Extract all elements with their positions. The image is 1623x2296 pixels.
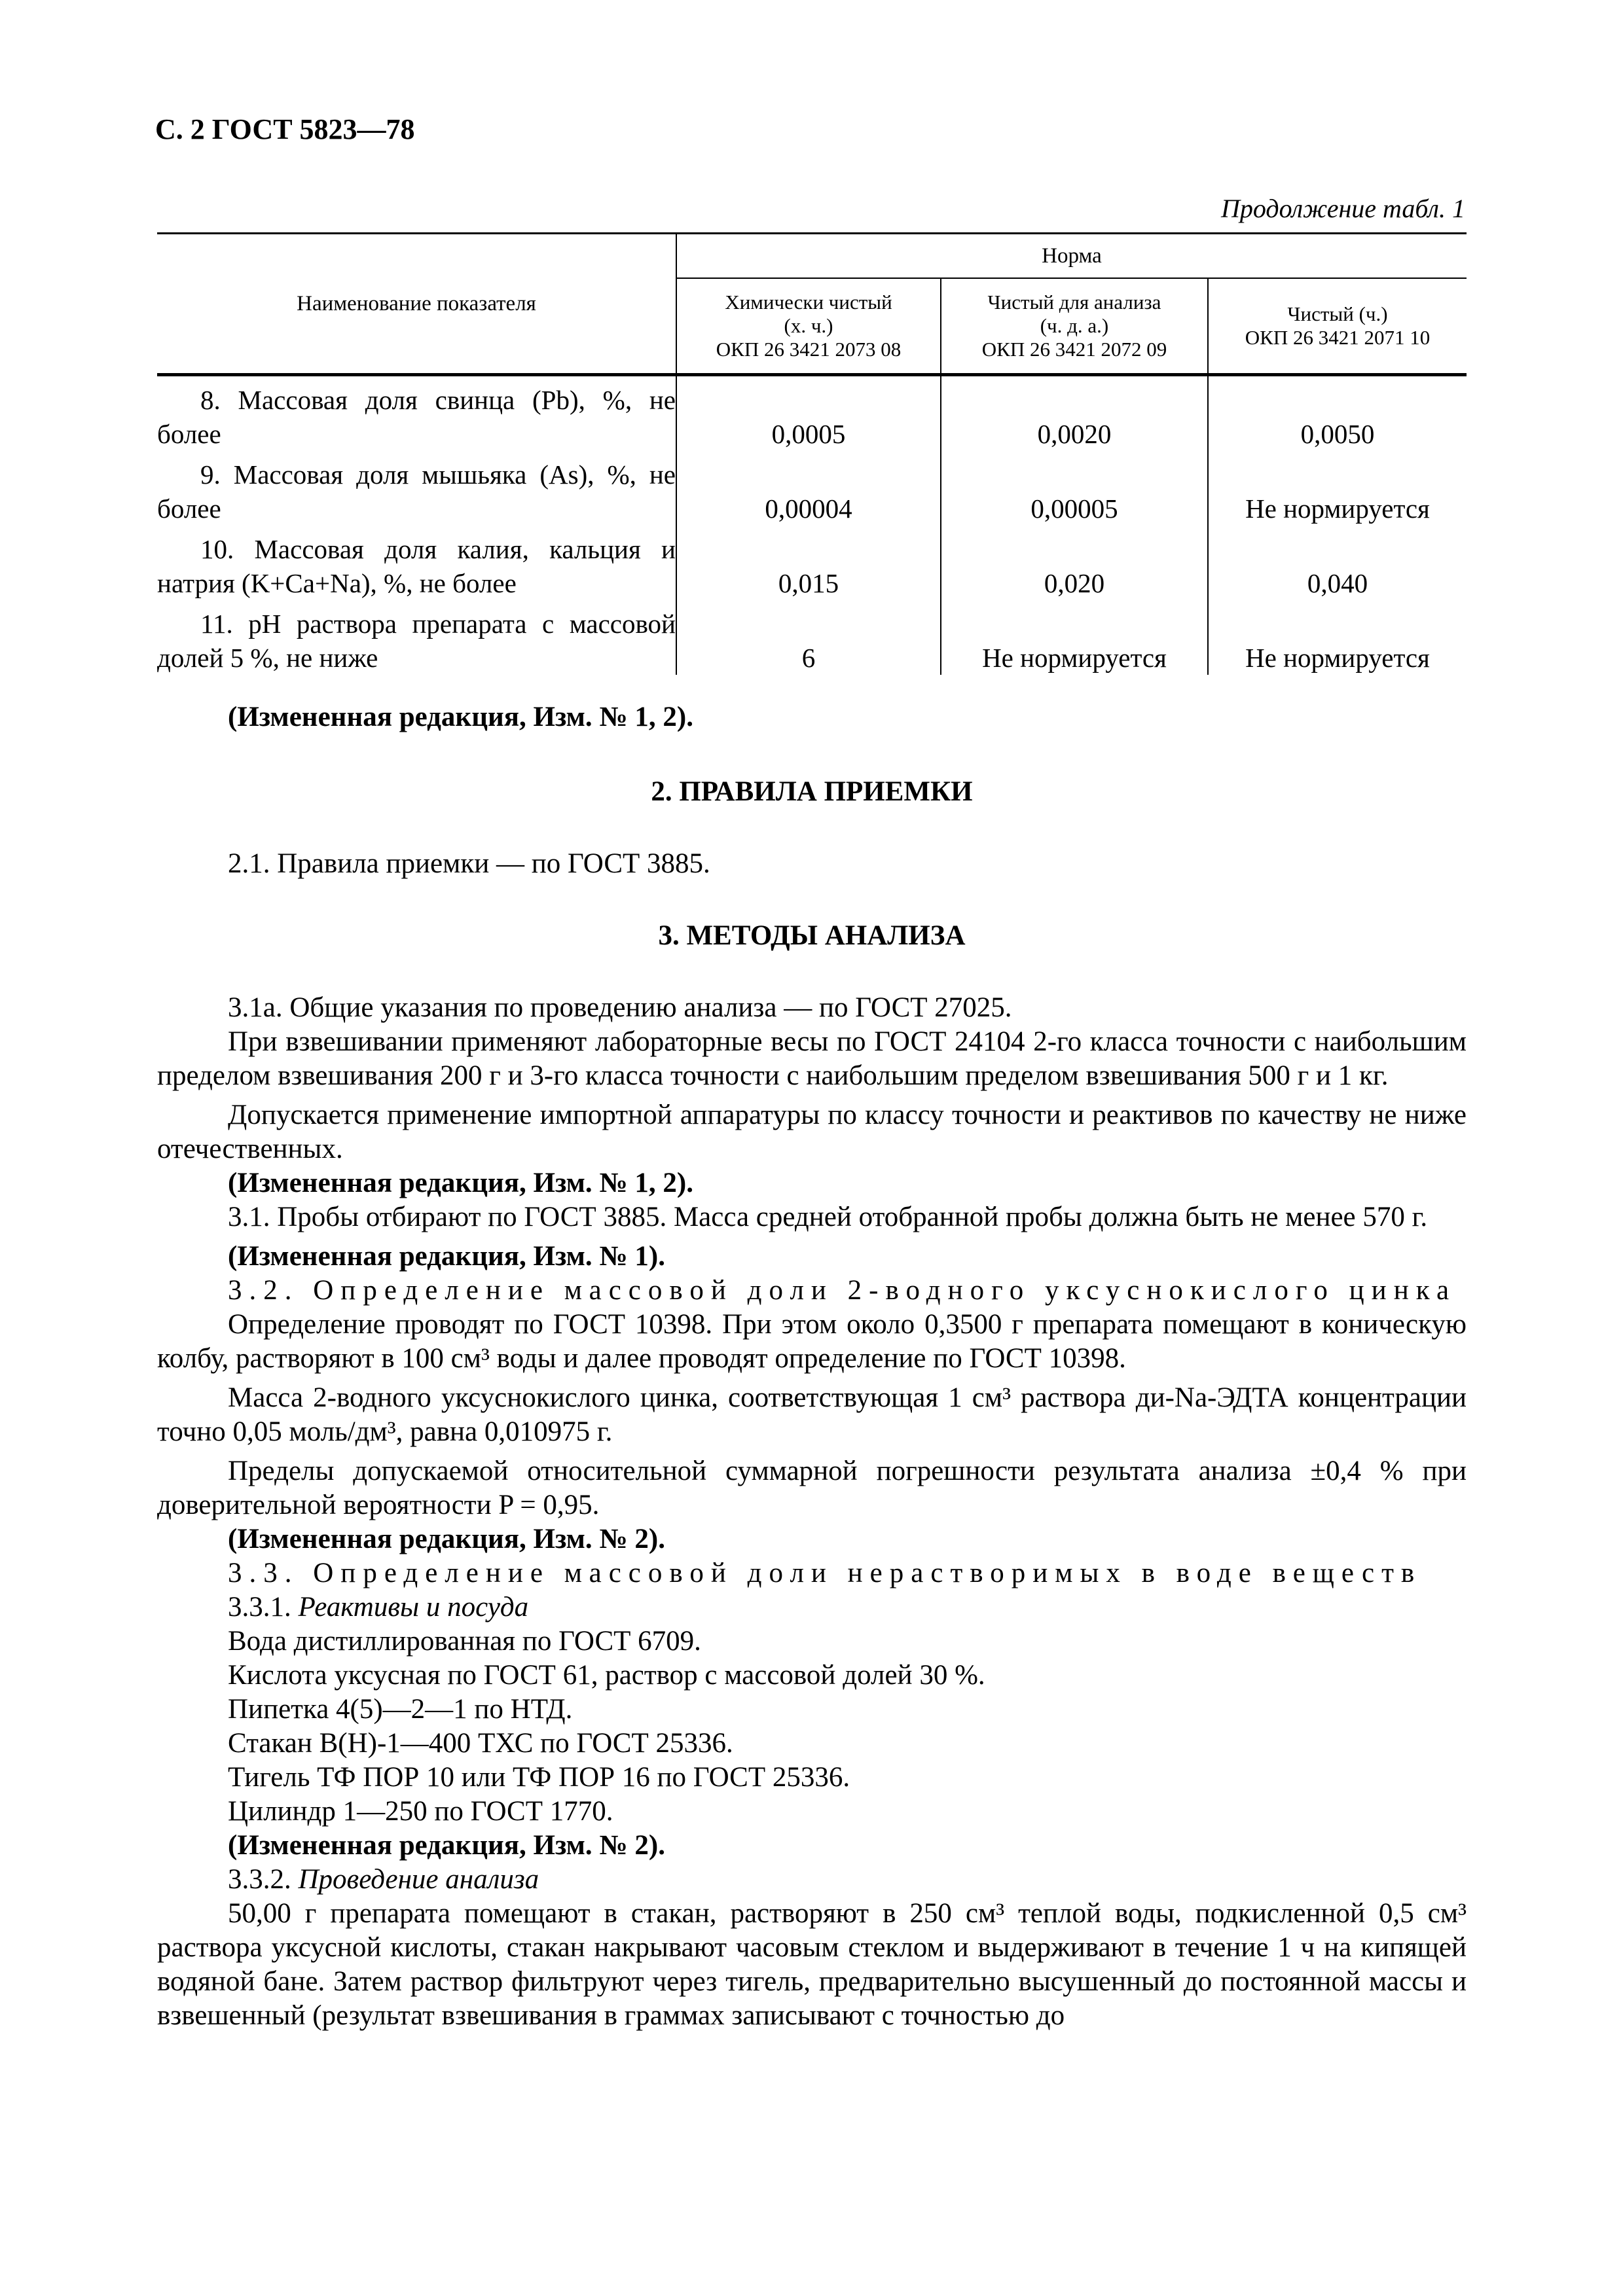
paragraph: Допускается применение импортной аппаратуры по классу точности и реактивов по качеству не ниже отечественных.: [157, 1100, 1467, 1164]
row-name-line: натрия (K+Ca+Na), %, не более: [157, 568, 517, 598]
reagent-item: Вода дистиллированная по ГОСТ 6709.: [228, 1626, 701, 1657]
cell-value: 0,00005: [941, 451, 1208, 526]
grade-line: Химически чистый: [725, 291, 892, 314]
row-name: [157, 600, 676, 675]
table-row: [157, 600, 1467, 675]
paragraph: При взвешивании применяют лабораторные весы по ГОСТ 24104 2-го класса точности с наибольшим пределом взвешивания 200 г и 3-го класса точности с наибольшим пределом взвешивания 500 г и 1 кг.: [157, 1026, 1467, 1091]
col-header-norm: Норма: [676, 234, 1467, 279]
table-row: [157, 526, 1467, 600]
amendment-note: (Измененная редакция, Изм. № 2).: [228, 1524, 665, 1554]
paragraph: 2.1. Правила приемки — по ГОСТ 3885.: [228, 848, 710, 879]
subsection-name: Реактивы и посуда: [298, 1592, 529, 1623]
subsection-name: Проведение анализа: [298, 1864, 539, 1895]
table-row: [157, 451, 1467, 526]
amendment-note: (Измененная редакция, Изм. № 1).: [228, 1241, 665, 1272]
subsection-number: 3.3.2.: [228, 1864, 291, 1895]
grade-line: ОКП 26 3421 2072 09: [981, 338, 1167, 361]
row-name-line: долей 5 %, не ниже: [157, 643, 378, 673]
cell-value: 0,020: [941, 526, 1208, 600]
row-name: [157, 526, 676, 600]
section-title: 2. ПРАВИЛА ПРИЕМКИ: [651, 776, 973, 807]
grade-line: (ч. д. а.): [1040, 314, 1109, 337]
cell-value: 6: [676, 600, 941, 675]
row-name: [157, 375, 676, 452]
row-name-line: более: [157, 493, 221, 524]
paragraph: 3.1а. Общие указания по проведению анализа — по ГОСТ 27025.: [228, 992, 1012, 1023]
table-continuation-label: Продолжение табл. 1: [1220, 194, 1465, 223]
section-title: 3. МЕТОДЫ АНАЛИЗА: [658, 920, 966, 951]
cell-value: Не нормируется: [1245, 493, 1430, 524]
row-name-line: 8. Массовая доля свинца (Pb), %, не: [200, 385, 676, 415]
paragraph: 50,00 г препарата помещают в стакан, растворяют в 250 см³ теплой воды, подкисленной 0,5 см³ раствора уксусной кислоты, стакан накрывают часовым стеклом и выдерживают в течение 1 ч на кипящей водяной бане. Затем раствор фильтруют через тигель, предварительно высушенный до постоянной массы и взвешенный (результат взвешивания в граммах записывают с точностью до: [157, 1898, 1467, 2031]
reagent-item: Пипетка 4(5)—2—1 по НТД.: [228, 1694, 573, 1725]
amendment-note: (Измененная редакция, Изм. № 2).: [228, 1830, 665, 1861]
subsection-number: 3.3.1.: [228, 1592, 291, 1623]
cell-value: 0,040: [1307, 568, 1368, 598]
grade-line: Чистый для анализа: [987, 291, 1161, 314]
subsection-title: 3.2. Определение массовой доли 2-водного уксуснокислого цинка: [228, 1275, 1457, 1306]
page-header: С. 2 ГОСТ 5823—78: [155, 113, 415, 145]
paragraph: Пределы допускаемой относительной суммарной погрешности результата анализа ±0,4 % при доверительной вероятности P = 0,95.: [157, 1456, 1467, 1520]
subsection-title: 3.3. Определение массовой доли нерастворимых в воде веществ: [228, 1558, 1422, 1588]
paragraph: Масса 2-водного уксуснокислого цинка, соответствующая 1 см³ раствора ди-Na-ЭДТА концентрации точно 0,05 моль/дм³, равна 0,010975 г.: [157, 1382, 1467, 1447]
spec-table: [157, 232, 1467, 675]
row-name: [157, 451, 676, 526]
table-row: [157, 375, 1467, 452]
paragraph: 3.1. Пробы отбирают по ГОСТ 3885. Масса средней отобранной пробы должна быть не менее 570 г.: [228, 1202, 1428, 1232]
row-name-line: 10. Массовая доля калия, кальция и: [200, 534, 676, 564]
reagent-item: Кислота уксусная по ГОСТ 61, раствор с массовой долей 30 %.: [228, 1660, 985, 1691]
amendment-note: (Измененная редакция, Изм. № 1, 2).: [228, 702, 693, 732]
grade-line: ОКП 26 3421 2073 08: [716, 338, 902, 361]
row-name-line: 11. pH раствора препарата с массовой: [200, 609, 676, 639]
subsection-heading: [157, 1590, 1467, 1624]
reagent-item: Тигель ТФ ПОР 10 или ТФ ПОР 16 по ГОСТ 25336.: [228, 1762, 850, 1793]
cell-value: Не нормируется: [1245, 643, 1430, 673]
grade-line: Чистый (ч.): [1287, 302, 1388, 325]
col-header-name: Наименование показателя: [157, 234, 676, 375]
cell-value: 0,0050: [1300, 419, 1375, 449]
grade-header-chemically-pure: [676, 278, 941, 375]
grade-header-analytical: [941, 278, 1208, 375]
body-text: [157, 700, 1467, 2033]
cell-value: 0,015: [676, 526, 941, 600]
reagent-item: Цилиндр 1—250 по ГОСТ 1770.: [228, 1796, 613, 1827]
amendment-note: (Измененная редакция, Изм. № 1, 2).: [228, 1168, 693, 1198]
cell-value: 0,0020: [941, 375, 1208, 452]
cell-value: Не нормируется: [941, 600, 1208, 675]
row-name-line: 9. Массовая доля мышьяка (As), %, не: [200, 459, 676, 490]
row-name-line: более: [157, 419, 221, 449]
grade-header-pure: [1208, 278, 1467, 375]
subsection-heading: [157, 1863, 1467, 1897]
grade-line: (х. ч.): [784, 314, 833, 337]
paragraph: Определение проводят по ГОСТ 10398. При этом около 0,3500 г препарата помещают в коническую колбу, растворяют в 100 см³ воды и далее проводят определение по ГОСТ 10398.: [157, 1309, 1467, 1374]
cell-value: 0,00004: [676, 451, 941, 526]
cell-value: 0,0005: [676, 375, 941, 452]
grade-line: ОКП 26 3421 2071 10: [1245, 326, 1431, 349]
reagent-item: Стакан В(Н)-1—400 ТХС по ГОСТ 25336.: [228, 1728, 733, 1759]
